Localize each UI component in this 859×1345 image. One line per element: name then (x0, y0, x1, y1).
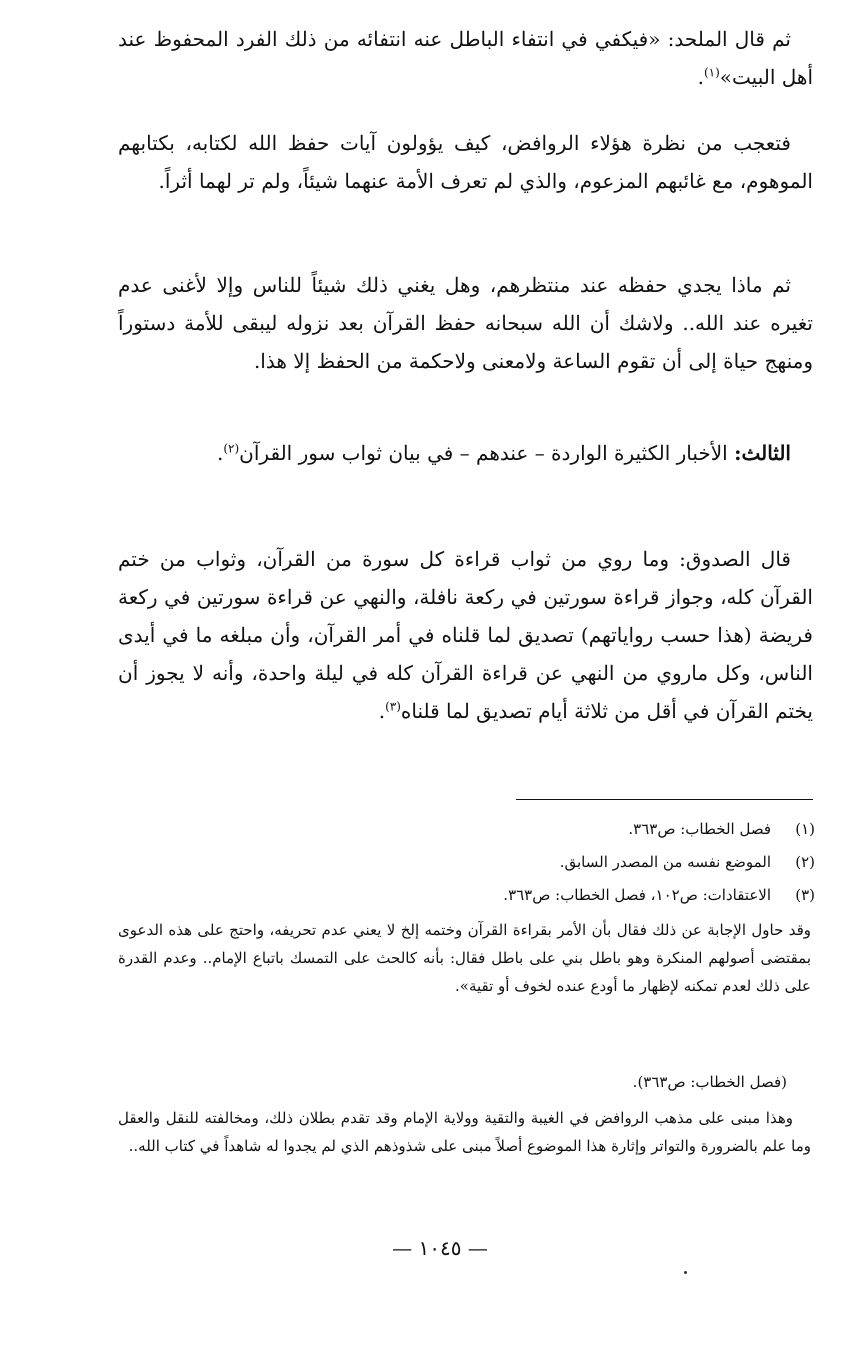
footnote-ref-1: (١) (703, 65, 720, 80)
page-number: — ١٠٤٥ — (392, 1236, 488, 1260)
paragraph-2-text: فتعجب من نظرة هؤلاء الروافض، كيف يؤولون آيات حفظ الله لكتابه، بكتابهم الموهوم، مع غائبهم المزعوم، والذي لم تعرف الأمة عنهما شيئاً، ولم تر لهما أثراً. (118, 131, 813, 193)
footnote-3-citation (118, 1068, 811, 1096)
footnote-3-number: (٣) (795, 886, 815, 904)
section-label: الثالث: (734, 441, 791, 465)
paragraph-1: ثم قال الملحد: «فيكفي في انتفاء الباطل عنه انتفائه من ذلك الفرد المحفوظ عند أهل البيت»$^{(١)}$. (118, 27, 813, 89)
footnote-ref-2: (٢) (223, 441, 240, 456)
footnote-separator (516, 799, 813, 800)
footnote-3-text: الاعتقادات: ص١٠٢، فصل الخطاب: ص٣٦٣. (503, 886, 771, 904)
footnote-3-paragraph-b: (فصل الخطاب: ص٣٦٣). (632, 1073, 787, 1091)
paragraph-5-text: قال الصدوق: وما روي من ثواب قراءة كل سورة من القرآن، وثواب من ختم القرآن كله، وجواز قراءة سورتين في ركعة نافلة، والنهي عن قراءة سورتين في ركعة فريضة (هذا حسب رواياتهم) تصديق لما قلناه في أمر القرآن، وأن مبلغه ما في أيدى الناس، وكل ماروي من النهي عن قراءة القرآن كله في ليلة واحدة، وأنه لا يجوز أن يختم القرآن في أقل من ثلاثة أيام تصديق لما قلناه (118, 547, 813, 723)
paragraph-4: الثالث: الأخبار الكثيرة الواردة – عندهم – في بيان ثواب سور القرآن$^{(٢)}$. (216, 441, 791, 465)
paragraph-3-text: ثم ماذا يجدي حفظه عند منتظرهم، وهل يغني ذلك شيئاً للناس وإلا لأغنى عدم تغيره عند الله.. ولاشك أن الله سبحانه حفظ القرآن بعد نزوله ليبقى للأمة دستوراً ومنهج حياة إلى أن تقوم الساعة ولامعنى ولاحكمة من الحفظ إلا هذا. (118, 273, 813, 373)
footnote-2 (118, 849, 815, 875)
footnote-2-text: الموضع نفسه من المصدر السابق. (559, 853, 771, 871)
footnote-3-commentary (118, 1104, 811, 1160)
footnote-1-number: (١) (795, 820, 815, 838)
paragraph-3 (118, 266, 813, 380)
paragraph-1-text: ثم قال الملحد: «فيكفي في انتفاء الباطل عنه انتفائه من ذلك الفرد المحفوظ عند أهل البيت» (118, 27, 813, 89)
footnote-3-paragraph-a: وقد حاول الإجابة عن ذلك فقال بأن الأمر بقراءة القرآن وختمه إلخ لا يعني عدم تحريفه، واحتج على هذه الدعوى بمقتضى أصولهم المنكرة وهو باطل بني على باطل فقال: بأنه كالحث على التمسك باتباع الإمام.. وعدم القدرة على ذلك لعدم تمكنه لإظهار ما أودع عنده لخوف أو تقية». (118, 921, 811, 995)
footnote-3-paragraph-c: وهذا مبنى على مذهب الروافض في الغيبة والتقية وولاية الإمام وقد تقدم بطلان ذلك، ومخالفته للنقل والعقل وما علم بالضرورة والتواتر وإثارة هذا الموضوع أصلاً مبنى على شذوذهم الذي لم يجدوا له شاهداً في كتاب الله.. (118, 1109, 811, 1155)
paragraph-4-text: الأخبار الكثيرة الواردة – عندهم – في بيان ثواب سور القرآن (239, 441, 735, 465)
footnote-3-continuation (118, 916, 811, 1000)
footnote-ref-3: (٣) (385, 699, 401, 714)
footnote-1 (118, 816, 815, 842)
paragraph-5: قال الصدوق: وما روي من ثواب قراءة كل سورة من القرآن، وثواب من ختم القرآن كله، وجواز قراءة سورتين في ركعة نافلة، والنهي عن قراءة سورتين في ركعة فريضة (هذا حسب رواياتهم) تصديق لما قلناه في أمر القرآن، وأن مبلغه ما في أيدى الناس، وكل ماروي من النهي عن قراءة القرآن كله في ليلة واحدة، وأنه لا يجوز أن يختم القرآن في أقل من ثلاثة أيام تصديق لما قلناه$^{(٣)}$. (118, 547, 813, 723)
paragraph-2 (118, 124, 813, 200)
footnote-3 (118, 882, 815, 908)
footnote-2-number: (٢) (795, 853, 815, 871)
footnote-1-text: فصل الخطاب: ص٣٦٣. (628, 820, 771, 838)
stray-mark (684, 1271, 687, 1274)
